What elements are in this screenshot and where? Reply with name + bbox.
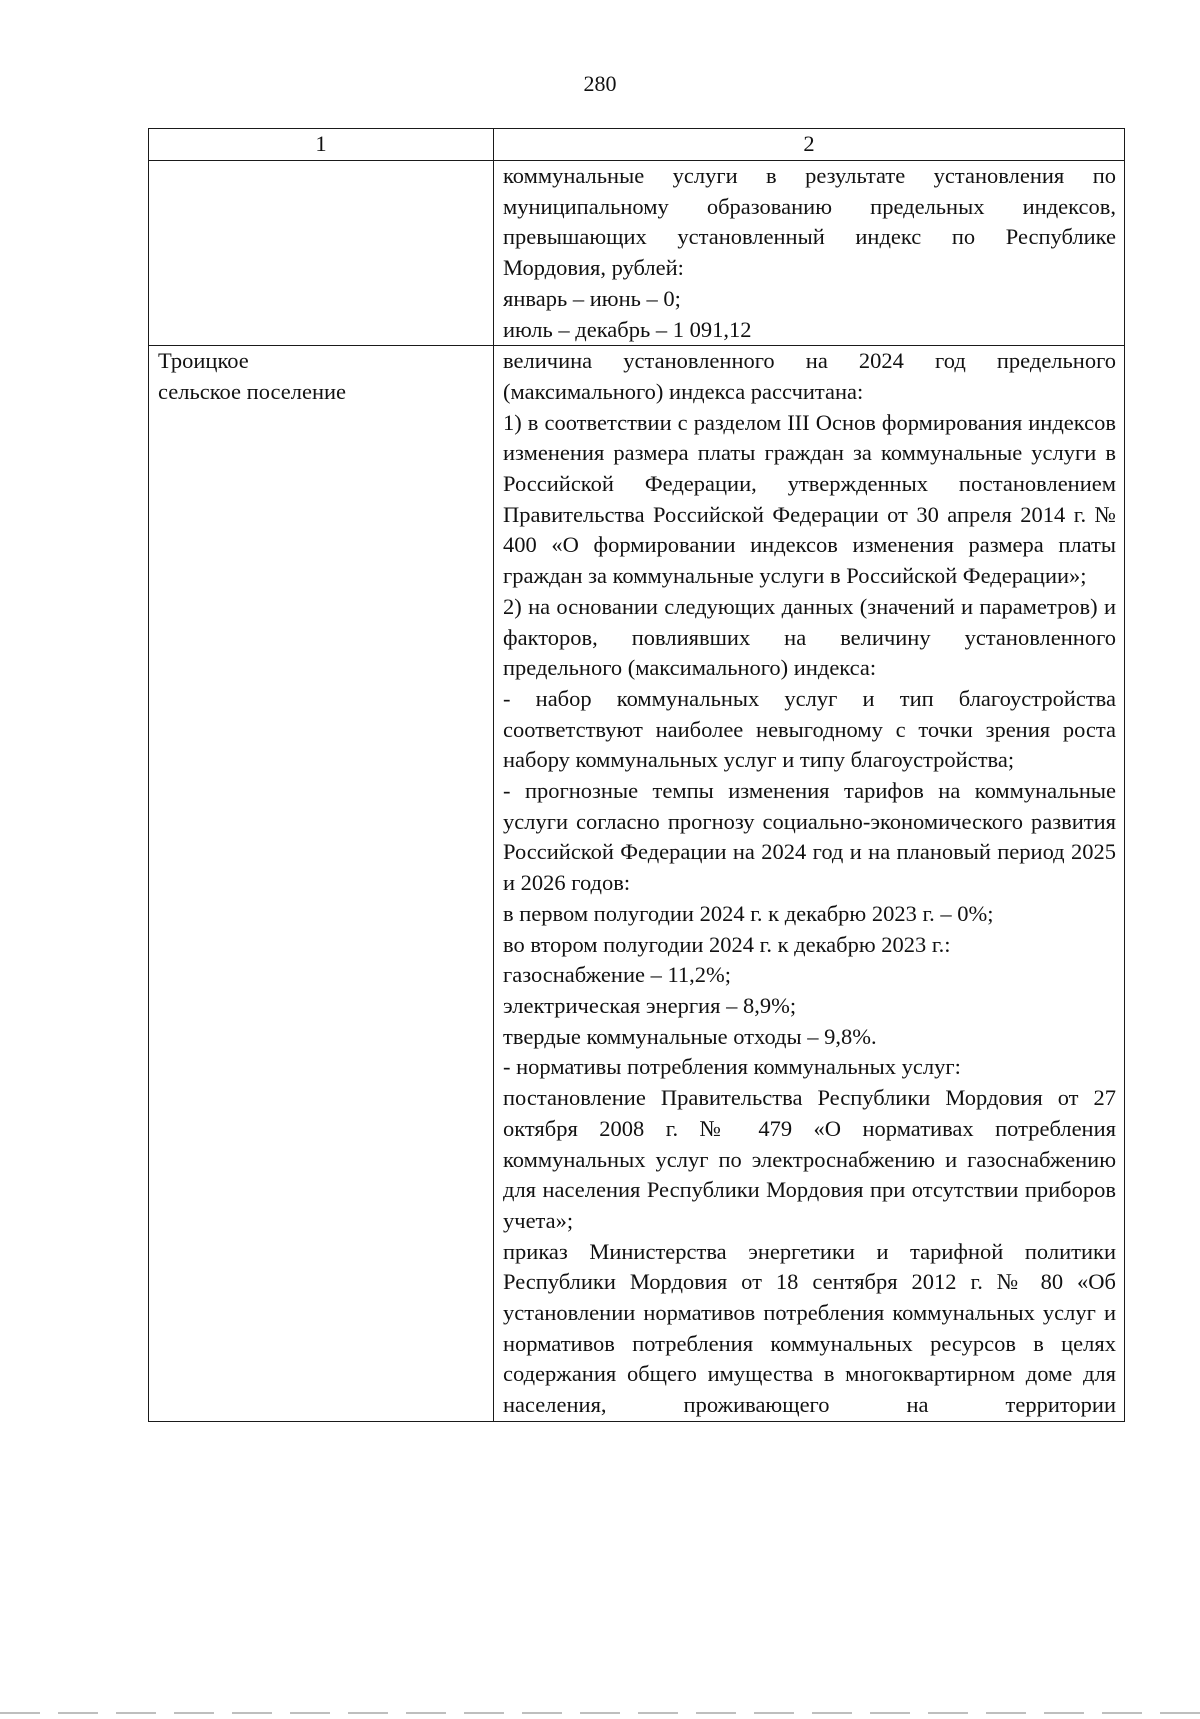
description-paragraph: приказ Министерства энергетики и тарифной политики Республики Мордовия от 18 сентября 2012 г. № 80 «Об установлении нормативов потребления коммунальных услуг и нормативов потребления коммунальных ресурсов в целях содержания общего имущества в многоквартирном доме для населения, проживающего на территории: [503, 1238, 1116, 1418]
cell-territory: [149, 161, 494, 346]
territory-name-line: Троицкое: [158, 348, 249, 374]
document-table: [148, 128, 1125, 1422]
description-paragraph: - набор коммунальных услуг и тип благоустройства соответствуют наиболее невыгодному с точки зрения роста набору коммунальных услуг и типу благоустройства;: [503, 685, 1116, 773]
description-paragraph: электрическая энергия – 8,9%;: [503, 992, 797, 1018]
description-paragraph: газоснабжение – 11,2%;: [503, 962, 732, 988]
description-paragraph: 2) на основании следующих данных (значений и параметров) и факторов, повлиявших на величину установленного предельного (максимального) индекса:: [503, 593, 1116, 681]
cell-description: [494, 346, 1125, 1422]
description-paragraph: во втором полугодии 2024 г. к декабрю 2023 г.:: [503, 931, 951, 957]
scan-edge-artifact: [0, 1712, 1200, 1714]
description-paragraph: - нормативы потребления коммунальных услуг:: [503, 1054, 961, 1080]
table-header-row: [149, 129, 1125, 161]
description-paragraph: в первом полугодии 2024 г. к декабрю 2023 г. – 0%;: [503, 900, 994, 926]
description-paragraph: январь – июнь – 0;: [503, 285, 681, 311]
cell-description: [494, 161, 1125, 346]
description-paragraph: постановление Правительства Республики Мордовия от 27 октября 2008 г. № 479 «О нормативах потребления коммунальных услуг по электроснабжению и газоснабжению для населения Республики Мордовия при отсутствии приборов учета»;: [503, 1085, 1116, 1233]
column-header-2: 2: [494, 129, 1125, 161]
description-paragraph: 1) в соответствии с разделом III Основ формирования индексов изменения размера платы граждан за коммунальные услуги в Российской Федерации, утвержденных постановлением Правительства Российской Федерации от 30 апреля 2014 г. № 400 «О формировании индексов изменения размера платы граждан за коммунальные услуги в Российской Федерации»;: [503, 409, 1116, 589]
description-paragraph: - прогнозные темпы изменения тарифов на коммунальные услуги согласно прогнозу социально-экономического развития Российской Федерации на 2024 год и на плановый период 2025 и 2026 годов:: [503, 778, 1116, 896]
description-paragraph: коммунальные услуги в результате установления по муниципальному образованию предельных индексов, превышающих установленный индекс по Республике Мордовия, рублей:: [503, 163, 1116, 281]
column-header-1: 1: [149, 129, 494, 161]
page-number: 280: [583, 71, 617, 96]
description-paragraph: твердые коммунальные отходы – 9,8%.: [503, 1023, 877, 1049]
cell-territory: [149, 346, 494, 1422]
territory-name-line: сельское поселение: [158, 378, 347, 404]
table-body: [149, 161, 1125, 1422]
table-row: [149, 346, 1125, 1422]
description-paragraph: июль – декабрь – 1 091,12: [503, 316, 752, 342]
table-row: [149, 161, 1125, 346]
description-paragraph: величина установленного на 2024 год предельного (максимального) индекса рассчитана:: [503, 348, 1116, 404]
